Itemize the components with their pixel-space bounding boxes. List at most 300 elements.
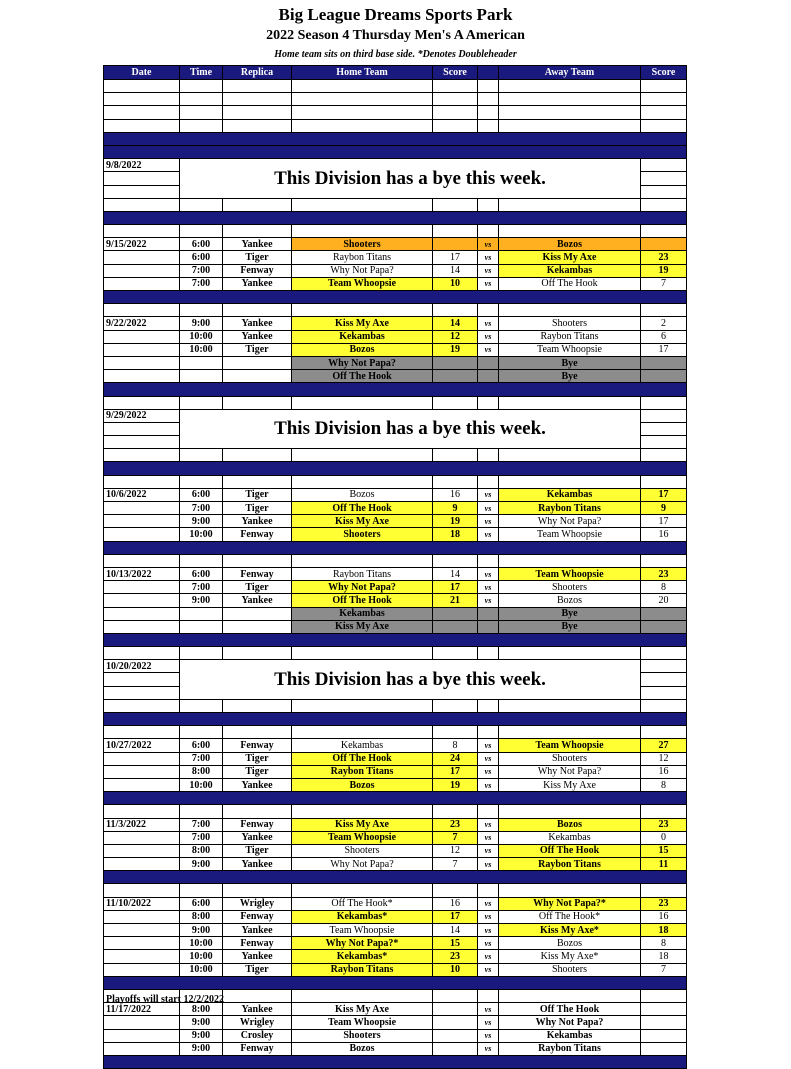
home-team: Off The Hook	[292, 752, 433, 765]
game-field: Yankee	[223, 778, 292, 791]
game-row	[104, 910, 687, 923]
away-score: 17	[641, 515, 687, 528]
empty-cell	[641, 396, 687, 409]
week-date: 9/15/2022	[104, 238, 180, 251]
empty-cell	[104, 475, 180, 488]
week-date	[104, 752, 180, 765]
week-date	[104, 172, 180, 185]
empty-cell	[499, 80, 641, 93]
empty-row	[104, 554, 687, 567]
empty-cell	[641, 554, 687, 567]
empty-cell	[478, 396, 499, 409]
home-score: 10	[433, 963, 478, 976]
home-score: 7	[433, 858, 478, 871]
week-date	[104, 198, 180, 211]
bye-week-row	[104, 449, 687, 462]
away-team: Kekambas	[499, 1029, 641, 1042]
empty-row	[104, 805, 687, 818]
vs-label: vs	[478, 251, 499, 264]
week-date	[104, 330, 180, 343]
home-score: 23	[433, 818, 478, 831]
empty-cell	[433, 989, 478, 1002]
empty-cell	[641, 119, 687, 132]
empty-cell	[499, 989, 641, 1002]
week-separator	[104, 976, 687, 989]
empty-cell	[433, 198, 478, 211]
empty-cell	[433, 726, 478, 739]
week-separator	[104, 291, 687, 304]
empty-cell	[641, 80, 687, 93]
empty-cell	[499, 475, 641, 488]
game-row	[104, 765, 687, 778]
game-field: Tiger	[223, 488, 292, 501]
empty-cell	[478, 119, 499, 132]
game-time	[180, 607, 223, 620]
away-team: Shooters	[499, 581, 641, 594]
away-score: 23	[641, 897, 687, 910]
week-date	[104, 185, 180, 198]
week-date: 11/3/2022	[104, 818, 180, 831]
header-row	[104, 66, 687, 80]
home-team: Why Not Papa?	[292, 858, 433, 871]
vs-label: vs	[478, 765, 499, 778]
vs-label: vs	[478, 739, 499, 752]
game-field: Tiger	[223, 251, 292, 264]
home-team: Shooters	[292, 844, 433, 857]
away-score: 7	[641, 277, 687, 290]
game-field	[223, 370, 292, 383]
separator-bar	[104, 211, 687, 224]
empty-cell	[292, 805, 433, 818]
vs-label: vs	[478, 897, 499, 910]
home-team: Bozos	[292, 778, 433, 791]
away-score: 23	[641, 567, 687, 580]
home-score: 24	[433, 752, 478, 765]
game-time: 8:00	[180, 765, 223, 778]
game-time: 9:00	[180, 1016, 223, 1029]
bye-message: This Division has a bye this week.	[274, 418, 546, 440]
empty-cell	[499, 106, 641, 119]
col-away-team: Away Team	[499, 66, 641, 80]
game-field: Fenway	[223, 264, 292, 277]
home-team: Why Not Papa?	[292, 264, 433, 277]
home-team: Off The Hook	[292, 502, 433, 515]
game-row	[104, 264, 687, 277]
week-separator	[104, 132, 687, 145]
home-team: Kekambas*	[292, 950, 433, 963]
away-score: 8	[641, 778, 687, 791]
separator-bar	[104, 291, 687, 304]
col-home-team: Home Team	[292, 66, 433, 80]
home-team: Raybon Titans	[292, 963, 433, 976]
game-field: Tiger	[223, 752, 292, 765]
away-score: 7	[641, 963, 687, 976]
home-score: 10	[433, 277, 478, 290]
game-field: Fenway	[223, 910, 292, 923]
home-score	[433, 620, 478, 633]
home-score: 17	[433, 251, 478, 264]
empty-cell	[499, 805, 641, 818]
home-score: 14	[433, 924, 478, 937]
game-time: 8:00	[180, 1003, 223, 1016]
week-date: 9/29/2022	[104, 409, 180, 422]
away-team: Team Whoopsie	[499, 528, 641, 541]
away-score	[641, 1042, 687, 1055]
empty-cell	[478, 225, 499, 238]
empty-cell	[478, 106, 499, 119]
empty-cell	[433, 449, 478, 462]
vs-label	[478, 607, 499, 620]
empty-cell	[104, 93, 180, 106]
vs-label: vs	[478, 343, 499, 356]
empty-cell	[223, 80, 292, 93]
game-row	[104, 356, 687, 369]
empty-cell	[641, 660, 687, 673]
home-score: 21	[433, 594, 478, 607]
week-date	[104, 1042, 180, 1055]
week-date	[104, 686, 180, 699]
empty-cell	[223, 225, 292, 238]
game-row	[104, 317, 687, 330]
week-date	[104, 673, 180, 686]
home-team: Raybon Titans	[292, 251, 433, 264]
week-separator	[104, 792, 687, 805]
empty-cell	[292, 647, 433, 660]
week-date	[104, 844, 180, 857]
game-field: Fenway	[223, 567, 292, 580]
week-date	[104, 1029, 180, 1042]
game-time: 9:00	[180, 858, 223, 871]
week-date	[104, 950, 180, 963]
home-team: Team Whoopsie	[292, 277, 433, 290]
home-team: Shooters	[292, 1029, 433, 1042]
home-score: 12	[433, 330, 478, 343]
week-date: 10/6/2022	[104, 488, 180, 501]
col-time: Time	[180, 66, 223, 80]
empty-cell	[223, 989, 292, 1002]
empty-cell	[433, 647, 478, 660]
home-score	[433, 1016, 478, 1029]
week-separator	[104, 462, 687, 475]
away-score: 12	[641, 752, 687, 765]
empty-cell	[180, 699, 223, 712]
empty-cell	[478, 884, 499, 897]
empty-cell	[104, 225, 180, 238]
empty-cell	[641, 647, 687, 660]
home-score: 15	[433, 937, 478, 950]
empty-row	[104, 647, 687, 660]
away-score	[641, 1029, 687, 1042]
empty-cell	[641, 93, 687, 106]
home-team: Why Not Papa?*	[292, 937, 433, 950]
home-team: Kekambas*	[292, 910, 433, 923]
home-team: Bozos	[292, 1042, 433, 1055]
empty-cell	[223, 449, 292, 462]
game-field: Yankee	[223, 317, 292, 330]
empty-row	[104, 80, 687, 93]
week-date: 9/22/2022	[104, 317, 180, 330]
home-score	[433, 1003, 478, 1016]
empty-cell	[433, 119, 478, 132]
home-score: 16	[433, 897, 478, 910]
home-score: 14	[433, 317, 478, 330]
away-team: Shooters	[499, 317, 641, 330]
empty-cell	[499, 699, 641, 712]
game-row	[104, 1029, 687, 1042]
vs-label: vs	[478, 317, 499, 330]
game-field: Tiger	[223, 343, 292, 356]
away-team: Bozos	[499, 594, 641, 607]
empty-cell	[499, 304, 641, 317]
game-row	[104, 343, 687, 356]
empty-cell	[641, 422, 687, 435]
empty-cell	[433, 93, 478, 106]
game-time	[180, 620, 223, 633]
separator-bar	[104, 132, 687, 145]
empty-cell	[478, 647, 499, 660]
away-team: Bozos	[499, 818, 641, 831]
home-team: Kiss My Axe	[292, 515, 433, 528]
away-team: Kekambas	[499, 488, 641, 501]
empty-cell	[104, 726, 180, 739]
week-date: 11/17/2022	[104, 1003, 180, 1016]
empty-cell	[641, 304, 687, 317]
game-row	[104, 752, 687, 765]
empty-cell	[223, 554, 292, 567]
game-field: Yankee	[223, 950, 292, 963]
empty-cell	[292, 475, 433, 488]
away-team: Team Whoopsie	[499, 343, 641, 356]
empty-cell	[223, 805, 292, 818]
week-date	[104, 502, 180, 515]
away-team: Team Whoopsie	[499, 739, 641, 752]
empty-cell	[292, 80, 433, 93]
game-row	[104, 897, 687, 910]
home-team: Off The Hook	[292, 594, 433, 607]
game-row	[104, 528, 687, 541]
empty-cell	[478, 554, 499, 567]
vs-label: vs	[478, 594, 499, 607]
vs-label: vs	[478, 528, 499, 541]
bye-week-row	[104, 699, 687, 712]
home-score: 18	[433, 528, 478, 541]
empty-cell	[499, 93, 641, 106]
empty-cell	[104, 80, 180, 93]
page-title: Big League Dreams Sports Park	[278, 5, 513, 24]
away-score	[641, 620, 687, 633]
week-date: 11/10/2022	[104, 897, 180, 910]
home-score: 14	[433, 264, 478, 277]
empty-cell	[499, 396, 641, 409]
empty-cell	[499, 726, 641, 739]
away-score: 18	[641, 950, 687, 963]
away-score: 17	[641, 488, 687, 501]
vs-label: vs	[478, 924, 499, 937]
empty-cell	[292, 989, 433, 1002]
vs-label: vs	[478, 963, 499, 976]
away-team: Bye	[499, 620, 641, 633]
empty-cell	[478, 198, 499, 211]
game-time: 10:00	[180, 950, 223, 963]
empty-cell	[104, 396, 180, 409]
separator-bar	[104, 633, 687, 646]
empty-cell	[223, 699, 292, 712]
vs-label: vs	[478, 1029, 499, 1042]
bye-week-row	[104, 660, 687, 673]
empty-cell	[180, 80, 223, 93]
empty-cell	[641, 989, 687, 1002]
game-row	[104, 1016, 687, 1029]
game-time: 6:00	[180, 238, 223, 251]
empty-cell	[641, 159, 687, 172]
week-date	[104, 528, 180, 541]
week-separator	[104, 633, 687, 646]
home-team: Kekambas	[292, 330, 433, 343]
empty-row	[104, 225, 687, 238]
home-score: 14	[433, 567, 478, 580]
empty-cell	[180, 198, 223, 211]
game-row	[104, 251, 687, 264]
empty-cell	[292, 119, 433, 132]
home-score	[433, 607, 478, 620]
empty-cell	[499, 554, 641, 567]
empty-cell	[641, 884, 687, 897]
empty-cell	[104, 884, 180, 897]
week-date	[104, 370, 180, 383]
empty-cell	[433, 225, 478, 238]
home-team: Raybon Titans	[292, 567, 433, 580]
game-field: Fenway	[223, 818, 292, 831]
game-row	[104, 330, 687, 343]
away-team: Bozos	[499, 937, 641, 950]
week-date	[104, 699, 180, 712]
game-time: 6:00	[180, 897, 223, 910]
empty-cell	[292, 225, 433, 238]
game-time	[180, 356, 223, 369]
away-score: 11	[641, 858, 687, 871]
empty-cell	[641, 475, 687, 488]
game-row	[104, 567, 687, 580]
vs-label	[478, 620, 499, 633]
game-row	[104, 739, 687, 752]
game-time: 9:00	[180, 1029, 223, 1042]
separator-bar	[104, 541, 687, 554]
empty-cell	[641, 449, 687, 462]
game-time: 10:00	[180, 963, 223, 976]
away-score: 18	[641, 924, 687, 937]
empty-cell	[104, 304, 180, 317]
playoffs-note: Playoffs will start 12/2/2022	[106, 994, 225, 1005]
game-row	[104, 620, 687, 633]
away-team: Kiss My Axe*	[499, 924, 641, 937]
empty-cell	[641, 686, 687, 699]
empty-cell	[433, 699, 478, 712]
game-time: 7:00	[180, 831, 223, 844]
vs-label: vs	[478, 277, 499, 290]
away-team: Raybon Titans	[499, 858, 641, 871]
away-score: 17	[641, 343, 687, 356]
away-score: 16	[641, 528, 687, 541]
away-team: Bye	[499, 356, 641, 369]
game-field: Fenway	[223, 1042, 292, 1055]
week-date	[104, 449, 180, 462]
away-team: Off The Hook	[499, 277, 641, 290]
col-date: Date	[104, 66, 180, 80]
empty-cell	[641, 436, 687, 449]
week-date	[104, 858, 180, 871]
home-score: 19	[433, 515, 478, 528]
empty-cell	[180, 726, 223, 739]
game-field	[223, 356, 292, 369]
away-team: Kekambas	[499, 831, 641, 844]
home-score: 17	[433, 581, 478, 594]
away-score: 20	[641, 594, 687, 607]
empty-cell	[292, 554, 433, 567]
game-time: 7:00	[180, 502, 223, 515]
game-field: Yankee	[223, 238, 292, 251]
separator-bar	[104, 976, 687, 989]
empty-cell	[292, 726, 433, 739]
home-team: Why Not Papa?	[292, 356, 433, 369]
week-date: 10/27/2022	[104, 739, 180, 752]
separator-bar	[104, 462, 687, 475]
game-field: Yankee	[223, 330, 292, 343]
game-time: 7:00	[180, 581, 223, 594]
empty-cell	[641, 673, 687, 686]
empty-cell	[292, 198, 433, 211]
game-time: 7:00	[180, 818, 223, 831]
away-score	[641, 607, 687, 620]
vs-label: vs	[478, 581, 499, 594]
away-team: Off The Hook*	[499, 910, 641, 923]
game-field: Yankee	[223, 858, 292, 871]
vs-label: vs	[478, 264, 499, 277]
empty-cell	[292, 449, 433, 462]
away-score: 2	[641, 317, 687, 330]
home-score: 19	[433, 343, 478, 356]
empty-cell	[433, 805, 478, 818]
vs-label: vs	[478, 330, 499, 343]
col-away-score: Score	[641, 66, 687, 80]
week-date	[104, 356, 180, 369]
home-team: Bozos	[292, 488, 433, 501]
empty-cell	[223, 106, 292, 119]
separator-bar	[104, 145, 687, 158]
vs-label: vs	[478, 1003, 499, 1016]
away-score: 27	[641, 739, 687, 752]
away-score	[641, 356, 687, 369]
empty-cell	[223, 93, 292, 106]
away-team: Raybon Titans	[499, 330, 641, 343]
empty-cell	[641, 726, 687, 739]
vs-label: vs	[478, 752, 499, 765]
empty-cell	[223, 304, 292, 317]
vs-label: vs	[478, 831, 499, 844]
vs-label: vs	[478, 844, 499, 857]
home-team: Team Whoopsie	[292, 1016, 433, 1029]
vs-label: vs	[478, 238, 499, 251]
empty-cell	[223, 884, 292, 897]
away-team: Raybon Titans	[499, 1042, 641, 1055]
empty-cell	[641, 699, 687, 712]
game-time: 8:00	[180, 844, 223, 857]
empty-cell	[223, 726, 292, 739]
vs-label	[478, 356, 499, 369]
away-team: Why Not Papa?*	[499, 897, 641, 910]
game-row	[104, 937, 687, 950]
empty-cell	[180, 225, 223, 238]
empty-cell	[499, 119, 641, 132]
